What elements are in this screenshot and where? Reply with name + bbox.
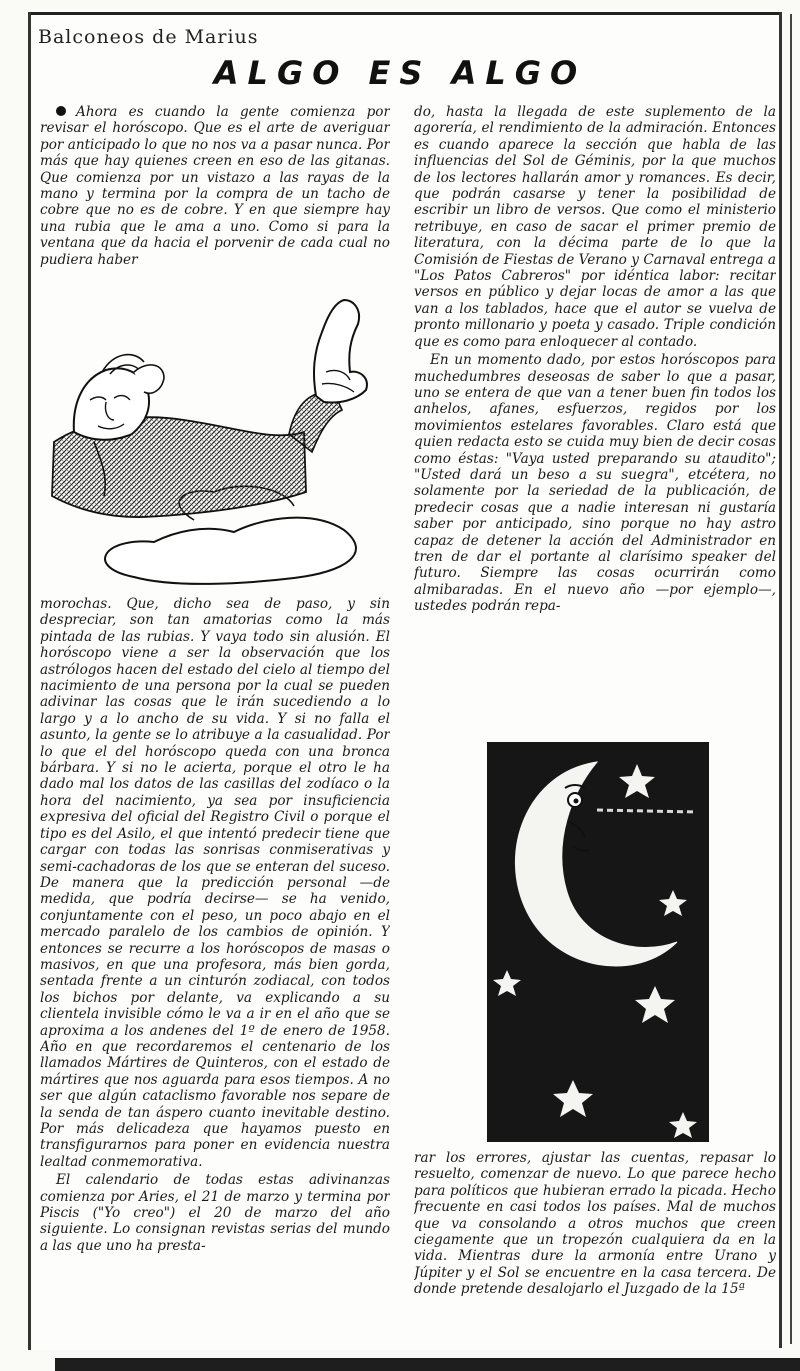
bottom-border-bar (55, 1358, 800, 1371)
paragraph (40, 104, 390, 268)
headline: ALGO ES ALGO (213, 54, 587, 92)
paragraph: morochas. Que, dicho sea de paso, y sin despreciar, son tan amatorias como la más pintada de las rubias. Y vaya todo sin alusión. El horóscopo viene a ser la observación que los astrólogos hacen del estado del cielo al tiempo del nacimiento de una persona por la cual se pueden adivinar las cosas que le irán sucediendo a lo largo y a lo ancho de su vida. Y si no falla el asunto, la gente se lo atribuye a la casualidad. Por lo que el del horóscopo queda con una bronca bárbara. Y si no le acierta, porque el otro le ha dado mal los datos de las casillas del zodíaco o la hora del nacimiento, ya sea por insuficiencia expresiva del oficial del Registro Civil o porque el tipo es del Asilo, el que intentó predecir tiene que cargar con todas las sonrisas conmiserativas y semi-cachadoras de los que se enteran del suceso. De manera que la predicción personal —de medida, que podría decirse— se ha venido, conjuntamente con el peso, un poco abajo en el mercado paralelo de los cambios de opinión. Y entonces se recurre a los horóscopos de masas o masivos, en que una profesora, más bien gorda, sentada frente a un cinturón zodiacal, con todos los bichos por delante, va explicando a su clientela invisible cómo le va a ir en el año que se aproxima a los andenes del 1º de enero de 1958. Año en que recordaremos el centenario de los llamados Mártires de Quinteros, con el estado de mártires que nos aguarda para esos tiempos. A no ser que algún cataclismo favorable nos separe de la senda de tan áspero cuanto inevitable destino. Por más delicadeza que hayamos puesto en transfigurarnos para poner en evidencia nuestra lealtad conmemorativa. (40, 596, 390, 1170)
top-border-rule (28, 12, 780, 15)
column-b-bottom-left (40, 596, 390, 1341)
column-c-top-right (414, 104, 776, 730)
paragraph-text: Ahora es cuando la gente comienza por revisar el horóscopo. Que es el arte de averiguar por anticipado lo que no nos va a pasar nunca. Por más que hay quienes creen en eso de las gitanas. Que comienza por un vistazo a las rayas de la mano y termina por la compra de un tacho de cobre que no es de cobre. Y en que siempre hay una rubia que le ama a uno. Como si para la ventana que da hacia el porvenir de cada cual no pudiera haber (40, 104, 390, 268)
paragraph: En un momento dado, por estos horóscopos para muchedumbres deseosas de saber lo que a pasar, uno se entera de que van a tener buen fin todos los anhelos, afanes, esfuerzos, regidos por los movimientos estelares favorables. Claro está que quien redacta esto se cuida muy bien de decir cosas como éstas: "Vaya usted preparando su ataudito"; "Usted dará un beso a su suegra", etcétera, no solamente por la seriedad de la publicación, de predecir cosas que a nadie interesan ni gustaría saber por anticipado, sino porque no hay astro capaz de detener la acción del Administrador en tren de dar el portante al clarísimo speaker del futuro. Siempre las cosas ocurrirán como almibaradas. En el nuevo año —por ejemplo—, ustedes podrán repa- (414, 352, 776, 615)
column-a-top-left (40, 104, 390, 290)
column-d-bottom-right (414, 1150, 776, 1346)
right-border-rule (779, 12, 782, 1348)
paragraph: rar los errores, ajustar las cuentas, repasar lo resuelto, comenzar de nuevo. Lo que parece hecho para políticos que hubieran errado la picada. Hecho frecuente en casi todos los países. Mal de muchos que va consolando a otros muchos que creen ciegamente que un tropezón cualquiera da en la vida. Mientras dure la armonía entre Urano y Júpiter y el Sol se encuentre en la casa tercera. De donde pretende desalojarlo el Juzgado de la 15ª (414, 1150, 776, 1298)
paragraph: El calendario de todas estas adivinanzas comienza por Aries, el 21 de marzo y termina por Piscis ("Yo creo") el 20 de marzo del año siguiente. Lo consignan revistas serias del mundo a las que uno ha presta- (40, 1172, 390, 1254)
crescent-moon-stars-illustration (487, 742, 709, 1142)
astrologer-pointing-illustration (44, 292, 390, 590)
paragraph: do, hasta la llegada de este suplemento de la agorería, el rendimiento de la admiración. Entonces es cuando aparece la sección que habla de las influencias del Sol de Géminis, por la que muchos de los lectores hallarán amor y romances. Es decir, que podrán casarse y tener la posibilidad de escribir un libro de versos. Que como el ministerio retribuye, en caso de sacar el primer premio de literatura, con la décima parte de lo que la Comisión de Fiestas de Verano y Carnaval entrega a "Los Patos Cabreros" por idéntica labor: recitar versos en público y dejar locas de amor a las que van a los tablados, hace que el autor se vuelva de pronto millonario y poeta y casado. Triple condición que es como para enloquecer al contado. (414, 104, 776, 350)
section-title: Balconeos de Marius (38, 26, 259, 48)
outer-right-border-rule (790, 14, 792, 1344)
bullet-icon (56, 106, 66, 116)
left-border-rule (28, 12, 31, 1350)
